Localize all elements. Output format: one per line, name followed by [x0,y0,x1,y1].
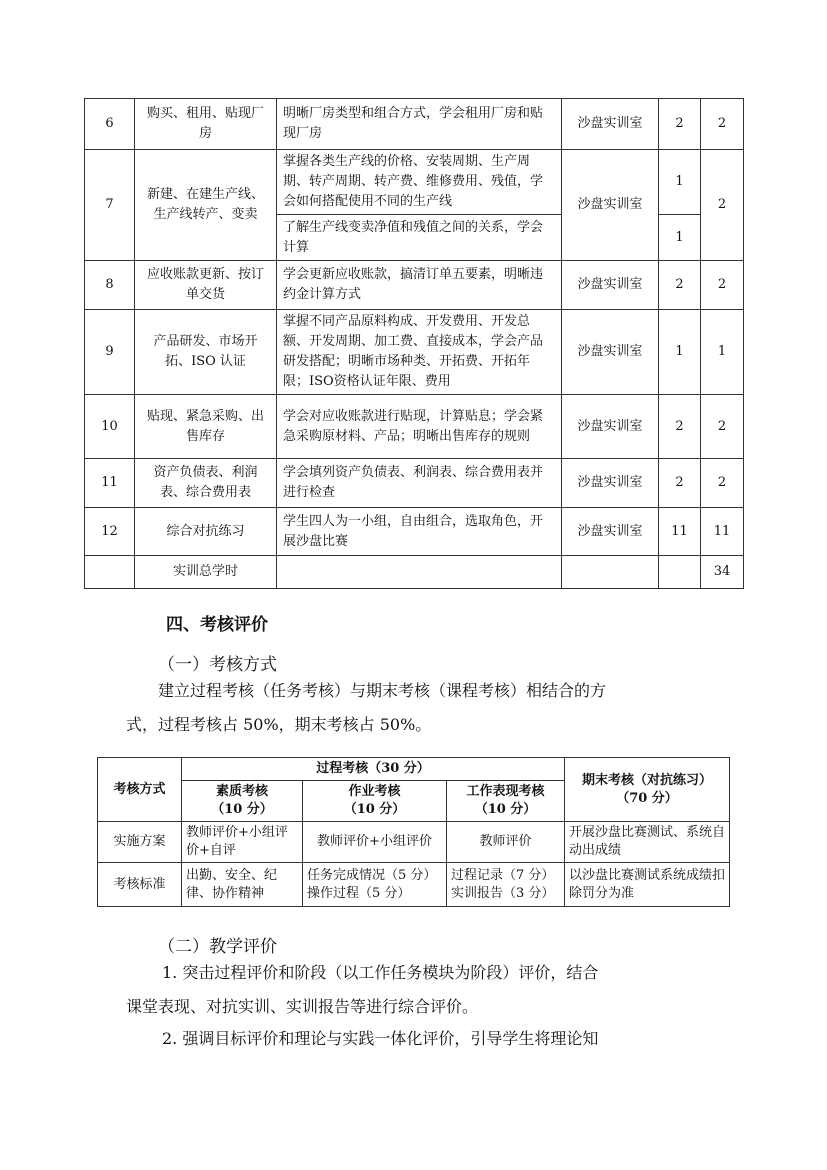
table-row [98,758,730,781]
row-place: 沙盘实训室 [562,395,659,459]
training-hours-table [84,98,744,589]
homework-header [303,781,447,822]
row-content: 掌握各类生产线的价格、安装周期、生产周期、转产周期、转产费、维修费用、残值，学会如何搭配使用不同的生产线 [277,150,562,215]
row-hours: 2 [659,99,701,150]
row-total: 2 [701,395,744,459]
paragraph [126,1022,746,1056]
cell [303,863,447,907]
row-content: 学会更新应收账款，搞清订单五要素，明晰违约金计算方式 [277,261,562,310]
row-topic: 产品研发、市场开拓、ISO 认证 [135,310,277,395]
row-content: 学生四人为一小组，自由组合，选取角色，开展沙盘比赛 [277,508,562,556]
subsection-title: （一）考核方式 [158,655,277,675]
cell: 教师评价+小组评价+自评 [182,822,303,863]
table-row [85,459,744,508]
row-place: 沙盘实训室 [562,508,659,556]
cell: 出勤、安全、纪律、协作精神 [182,863,303,907]
row-topic: 资产负债表、利润表、综合费用表 [135,459,277,508]
cell-line: 过程记录（7 分） [451,867,555,883]
table-row [85,395,744,459]
assessment-table [97,757,730,907]
work-header [447,781,565,822]
row-number: 8 [85,261,135,310]
final-header-line1: 期末考核（对抗练习） [581,772,712,788]
row-content: 了解生产线变卖净值和残值之间的关系，学会计算 [277,215,562,261]
cell-line: 实训报告（3 分） [451,885,555,901]
row-number: 9 [85,310,135,395]
row-content: 明晰厂房类型和组合方式，学会租用厂房和贴现厂房 [277,99,562,150]
table-row [98,822,730,863]
section-title: 四、考核评价 [166,615,268,635]
cell: 教师评价+小组评价 [303,822,447,863]
cell: 以沙盘比赛测试系统成绩扣除罚分为准 [565,863,730,907]
row-hours: 11 [659,508,701,556]
row-number: 12 [85,508,135,556]
row-place: 沙盘实训室 [562,99,659,150]
row-hours: 2 [659,395,701,459]
table-row [85,150,744,215]
row-hours: 1 [659,150,701,215]
homework-header-line1: 作业考核 [348,784,401,799]
paragraph [126,956,746,1024]
row-topic: 综合对抗练习 [135,508,277,556]
paragraph-line: 1. 突击过程评价和阶段（以工作任务模块为阶段）评价，结合 [162,963,599,982]
row-total: 2 [701,150,744,261]
row-topic: 新建、在建生产线、生产线转产、变卖 [135,150,277,261]
paragraph-line: 课堂表现、对抗实训、实训报告等进行综合评价。 [126,997,479,1016]
row-number: 10 [85,395,135,459]
cell: 教师评价 [447,822,565,863]
row-number: 11 [85,459,135,508]
table-row [85,99,744,150]
homework-header-line2: （10 分） [343,802,406,817]
table-row [85,310,744,395]
row-content: 掌握不同产品原料构成、开发费用、开发总额、开发周期、加工费、直接成本，学会产品研发搭配；明晰市场种类、开拓费、开拓年限；ISO资格认证年限、费用 [277,310,562,395]
cell: 开展沙盘比赛测试、系统自动出成绩 [565,822,730,863]
row-total: 2 [701,261,744,310]
row-number: 6 [85,99,135,150]
row-hours: 1 [659,215,701,261]
table-row [98,863,730,907]
table-row [85,508,744,556]
row-place: 沙盘实训室 [562,459,659,508]
quality-header-line2: （10 分） [211,802,273,817]
cell [447,863,565,907]
row-number: 7 [85,150,135,261]
row-total: 2 [701,459,744,508]
row-total: 2 [701,99,744,150]
row-place: 沙盘实训室 [562,310,659,395]
subsection-title: （二）教学评价 [158,937,277,957]
paragraph-line: 式，过程考核占 50%，期末考核占 50%。 [126,715,432,734]
row-label: 实施方案 [98,822,182,863]
table-row [85,261,744,310]
final-header-line2: （70 分） [616,790,678,806]
row-place: 沙盘实训室 [562,150,659,261]
row-content: 学会对应收账款进行贴现，计算贴息；学会紧急采购原材料、产品；明晰出售库存的规则 [277,395,562,459]
method-header: 考核方式 [98,758,182,822]
quality-header-line1: 素质考核 [215,784,268,799]
row-hours: 2 [659,261,701,310]
work-header-line2: （10 分） [474,802,537,817]
cell-line: 任务完成情况（5 分） [307,867,437,883]
paragraph-line: 建立过程考核（任务考核）与期末考核（课程考核）相结合的方 [158,681,607,700]
row-hours: 2 [659,459,701,508]
row-total: 1 [701,310,744,395]
row-hours: 1 [659,310,701,395]
summary-label: 实训总学时 [135,556,277,589]
row-place: 沙盘实训室 [562,261,659,310]
work-header-line1: 工作表现考核 [466,784,545,799]
row-content: 学会填列资产负债表、利润表、综合费用表并进行检查 [277,459,562,508]
process-header: 过程考核（30 分） [182,758,565,781]
row-topic: 购买、租用、贴现厂房 [135,99,277,150]
paragraph-line: 2. 强调目标评价和理论与实践一体化评价，引导学生将理论知 [162,1029,599,1048]
row-label: 考核标准 [98,863,182,907]
paragraph [126,674,746,742]
row-total: 11 [701,508,744,556]
quality-header [182,781,303,822]
summary-total: 34 [701,556,744,589]
final-header [565,758,730,822]
row-topic: 应收账款更新、按订单交货 [135,261,277,310]
cell-line: 操作过程（5 分） [307,885,411,901]
row-topic: 贴现、紧急采购、出售库存 [135,395,277,459]
table-row [85,556,744,589]
